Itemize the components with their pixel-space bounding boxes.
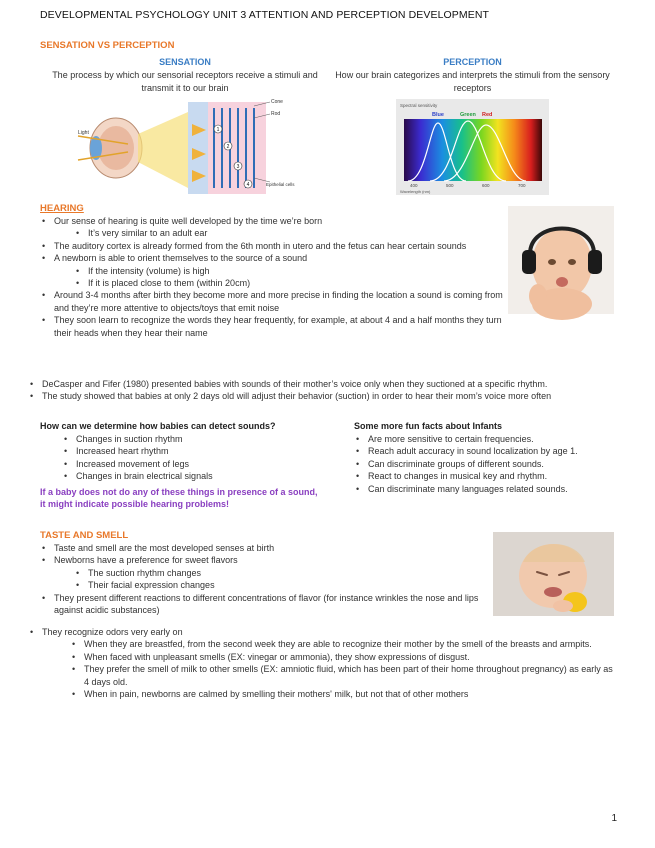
spectrum-top-label: Spectral sensitivity xyxy=(400,103,438,108)
study-item: • The study showed that babies at only 2 days old will adjust their behavior (suction) in order to hear their mom’s voice more often xyxy=(28,390,628,402)
sensation-vs-perception-heading: SENSATION VS PERCEPTION xyxy=(40,40,175,51)
taste-item: • Newborns have a preference for sweet flavors xyxy=(40,554,480,566)
baby-lemon-photo xyxy=(493,532,614,616)
document-title: DEVELOPMENTAL PSYCHOLOGY UNIT 3 ATTENTION AND PERCEPTION DEVELOPMENT xyxy=(40,9,490,21)
taste-item: • They present different reactions to different concentrations of flavor (for instance wrinkles the nose and lips against acidic substances) xyxy=(40,592,480,617)
detect-item: • Changes in brain electrical signals xyxy=(28,470,328,482)
hearing-item: • The auditory cortex is already formed from the 6th month in utero and the fetus can hear certain sounds xyxy=(40,240,510,252)
taste-subitem: • The suction rhythm changes xyxy=(40,567,480,579)
fact-item: • Can discriminate many languages related sounds. xyxy=(354,483,624,495)
detect-item: • Changes in suction rhythm xyxy=(28,433,328,445)
sensation-text: The process by which our sensorial receptors receive a stimuli and transmit it to our brain xyxy=(52,70,318,93)
smell-subitem: • When faced with unpleasant smells (EX: vinegar or ammonia), they show expressions of disgust. xyxy=(28,651,618,663)
spectrum-red-label: Red xyxy=(482,112,493,118)
hearing-warning: If a baby does not do any of these things in presence of a sound, it might indicate possible hearing problems! xyxy=(40,487,318,510)
taste-smell-heading: TASTE AND SMELL xyxy=(40,530,129,541)
eye-number-1: 1 xyxy=(216,127,220,133)
taste-item: • Taste and smell are the most developed senses at birth xyxy=(40,542,480,554)
eye-label-light: Light xyxy=(78,130,89,136)
spectrum-tick-700: 700 xyxy=(518,183,526,188)
hearing-subitem: • If the intensity (volume) is high xyxy=(40,265,510,277)
hearing-item: • A newborn is able to orient themselves to the source of a sound xyxy=(40,252,510,264)
eye-label-cone: Cone xyxy=(271,99,283,105)
detect-item: • Increased heart rhythm xyxy=(28,445,328,457)
smell-subitem: • When in pain, newborns are calmed by smelling their mothers' milk, but not that of other mothers xyxy=(28,688,618,700)
study-item: • DeCasper and Fifer (1980) presented babies with sounds of their mother’s voice only when they suctioned at a specific rhythm. xyxy=(28,378,628,390)
eye-number-3: 3 xyxy=(236,164,240,170)
detect-sounds-list xyxy=(28,433,328,483)
taste-smell-list xyxy=(40,542,480,616)
hearing-subitem: • It’s very similar to an adult ear xyxy=(40,227,510,239)
sensation-title: SENSATION xyxy=(159,57,211,67)
perception-title: PERCEPTION xyxy=(443,57,502,67)
taste-subitem: • Their facial expression changes xyxy=(40,579,480,591)
eye-label-rod: Rod xyxy=(271,111,281,117)
eye-number-2: 2 xyxy=(226,144,230,150)
hearing-item: • Our sense of hearing is quite well developed by the time we’re born xyxy=(40,215,510,227)
fun-facts-heading: Some more fun facts about Infants xyxy=(354,421,503,431)
eye-retina-figure xyxy=(78,94,295,202)
study-list xyxy=(28,378,628,403)
detect-item: • Increased movement of legs xyxy=(28,458,328,470)
fact-item: • Are more sensitive to certain frequencies. xyxy=(354,433,624,445)
eye-label-epithelial: Epithelial cells xyxy=(266,182,295,187)
spectrum-tick-600: 600 xyxy=(482,183,490,188)
eye-number-4: 4 xyxy=(246,182,250,188)
fun-facts-list xyxy=(354,433,624,495)
fact-item: • Can discriminate groups of different sounds. xyxy=(354,458,624,470)
fact-item: • Reach adult accuracy in sound localization by age 1. xyxy=(354,445,624,457)
hearing-heading: HEARING xyxy=(40,203,84,214)
spectrum-sensitivity-figure xyxy=(396,99,549,195)
spectrum-tick-400: 400 xyxy=(410,183,418,188)
baby-headphones-photo xyxy=(508,206,614,314)
smell-item: • They recognize odors very early on xyxy=(28,626,618,638)
hearing-subitem: • If it is placed close to them (within 20cm) xyxy=(40,277,510,289)
spectrum-blue-label: Blue xyxy=(432,112,444,118)
spectrum-tick-500: 500 xyxy=(446,183,454,188)
hearing-list xyxy=(40,215,510,339)
page-number: 1 xyxy=(611,813,617,824)
smell-subitem: • They prefer the smell of milk to other smells (EX: amniotic fluid, which has been part of their home throughout pregnancy) as early as 4 days old. xyxy=(28,663,618,688)
spectrum-bottom-label: Wavelength (nm) xyxy=(400,189,431,194)
hearing-item: • They soon learn to recognize the words they hear frequently, for example, at about 4 and a half months they turn their heads when they hear their name xyxy=(40,314,510,339)
detect-sounds-heading: How can we determine how babies can detect sounds? xyxy=(40,421,276,431)
smell-subitem: • When they are breastfed, from the second week they are able to recognize their mother by the smell of the breasts and armpits. xyxy=(28,638,618,650)
taste-smell-list-2 xyxy=(28,626,618,700)
fact-item: • React to changes in musical key and rhythm. xyxy=(354,470,624,482)
perception-text: How our brain categorizes and interprets the stimuli from the sensory receptors xyxy=(335,70,610,93)
hearing-item: • Around 3-4 months after birth they become more and more precise in finding the location a sound is coming from and they’re more attentive to objects/toys that emit noise xyxy=(40,289,510,314)
spectrum-green-label: Green xyxy=(460,112,476,118)
